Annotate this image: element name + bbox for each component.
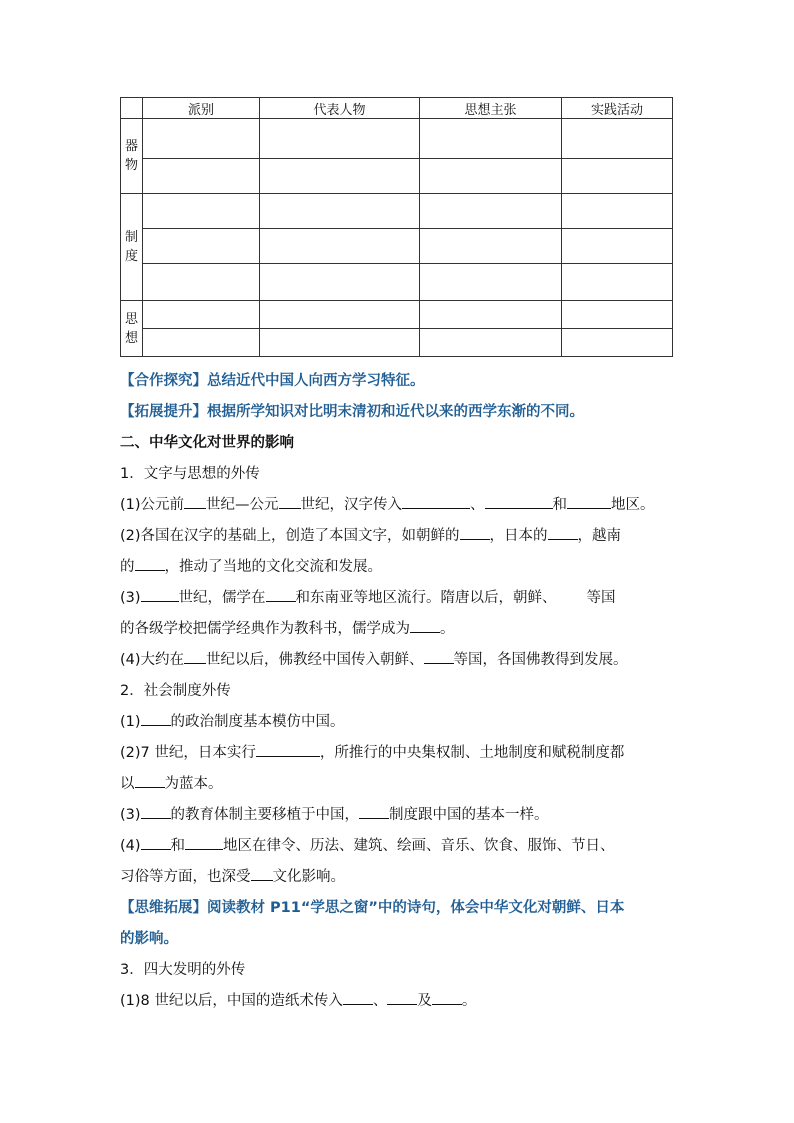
think-extension-line bbox=[120, 893, 680, 924]
group-label-zhidu bbox=[121, 194, 143, 301]
text-span: 地区。 bbox=[611, 497, 655, 513]
blank[interactable] bbox=[135, 773, 165, 788]
table-cell[interactable] bbox=[562, 264, 673, 301]
group-label-char: 想 bbox=[124, 330, 138, 346]
blank[interactable] bbox=[424, 649, 454, 664]
text-span: 和东南亚等地区流行。隋唐以后，朝鲜、 bbox=[295, 590, 557, 606]
text-span: (1)公元前 bbox=[120, 497, 185, 513]
text-span: 及 bbox=[417, 993, 432, 1009]
table-cell[interactable] bbox=[420, 119, 562, 159]
table-cell[interactable] bbox=[562, 159, 673, 194]
table-row bbox=[121, 301, 673, 329]
text-span: 以 bbox=[120, 776, 135, 792]
group-label-qiwu bbox=[121, 119, 143, 194]
blank[interactable] bbox=[387, 990, 417, 1005]
table-cell[interactable] bbox=[260, 264, 420, 301]
question-line bbox=[120, 521, 680, 552]
reform-table bbox=[120, 97, 673, 357]
table-cell[interactable] bbox=[562, 194, 673, 229]
blank[interactable] bbox=[432, 990, 462, 1005]
group-label-char: 制 bbox=[124, 230, 138, 245]
table-header-row bbox=[121, 98, 673, 119]
table-row bbox=[121, 229, 673, 264]
worksheet-content bbox=[120, 366, 680, 1017]
table-cell[interactable] bbox=[420, 159, 562, 194]
table-cell[interactable] bbox=[562, 229, 673, 264]
table-cell[interactable] bbox=[420, 329, 562, 357]
table-cell[interactable] bbox=[420, 229, 562, 264]
table-cell[interactable] bbox=[420, 194, 562, 229]
table-header-cell: 思想主张 bbox=[420, 98, 562, 119]
question-line bbox=[120, 552, 680, 583]
table-header-cell bbox=[121, 98, 143, 119]
table-row bbox=[121, 119, 673, 159]
blank[interactable] bbox=[184, 494, 206, 509]
text-span: 制度跟中国的基本一样。 bbox=[389, 807, 549, 823]
subsection-heading: 1．文字与思想的外传 bbox=[120, 466, 260, 482]
group-label-char: 器 bbox=[124, 139, 138, 154]
table-cell[interactable] bbox=[143, 229, 260, 264]
table-cell[interactable] bbox=[143, 301, 260, 329]
think-text: 阅读教材 P11“学思之窗”中的诗句，体会中华文化对朝鲜、日本 bbox=[207, 900, 625, 916]
blank[interactable] bbox=[141, 804, 171, 819]
table-row bbox=[121, 264, 673, 301]
text-span: 和 bbox=[552, 497, 568, 513]
question-line bbox=[120, 707, 680, 738]
text-span: (1)8 世纪以后，中国的造纸术传入 bbox=[120, 993, 343, 1009]
blank[interactable] bbox=[460, 525, 490, 540]
blank[interactable] bbox=[410, 618, 440, 633]
text-span: 等国 bbox=[586, 590, 616, 606]
think-text-cont: 的影响。 bbox=[120, 931, 178, 947]
table-cell[interactable] bbox=[143, 119, 260, 159]
table-row bbox=[121, 194, 673, 229]
text-span: (2)各国在汉字的基础上，创造了本国文字，如朝鲜的 bbox=[120, 528, 460, 544]
question-line bbox=[120, 614, 680, 645]
think-tag: 【思维拓展】 bbox=[120, 900, 207, 916]
question-line bbox=[120, 831, 680, 862]
question-line bbox=[120, 986, 680, 1017]
ext-tag: 【拓展提升】 bbox=[120, 404, 207, 420]
text-span: 等国，各国佛教得到发展。 bbox=[453, 652, 628, 668]
blank[interactable] bbox=[256, 742, 320, 757]
text-span: ，推动了当地的文化交流和发展。 bbox=[164, 559, 382, 575]
blank[interactable] bbox=[485, 494, 553, 509]
blank[interactable] bbox=[184, 649, 206, 664]
section-heading: 二、中华文化对世界的影响 bbox=[120, 435, 294, 451]
coop-explore-line bbox=[120, 366, 680, 397]
text-span: ，所推行的中央集权制、土地制度和赋税制度都 bbox=[319, 745, 625, 761]
table-cell[interactable] bbox=[260, 329, 420, 357]
question-line bbox=[120, 862, 680, 893]
question-line bbox=[120, 490, 680, 521]
group-label-char: 思 bbox=[124, 311, 138, 327]
question-line bbox=[120, 583, 680, 614]
text-span: ，越南 bbox=[577, 528, 622, 544]
table-cell[interactable] bbox=[260, 119, 420, 159]
table-cell[interactable] bbox=[562, 329, 673, 357]
coop-text: 总结近代中国人向西方学习特征。 bbox=[207, 373, 425, 389]
text-span: 的教育体制主要移植于中国， bbox=[170, 807, 360, 823]
table-cell[interactable] bbox=[143, 264, 260, 301]
text-span: 。 bbox=[461, 993, 477, 1009]
group-label-sixiang bbox=[121, 301, 143, 357]
question-line bbox=[120, 769, 680, 800]
blank[interactable] bbox=[141, 587, 179, 602]
question-line bbox=[120, 645, 680, 676]
text-span: 世纪—公元 bbox=[206, 497, 279, 513]
blank[interactable] bbox=[251, 866, 273, 881]
blank[interactable] bbox=[279, 494, 301, 509]
text-span: 、 bbox=[372, 993, 388, 1009]
text-span: 地区在律令、历法、建筑、绘画、音乐、饮食、服饰、节日、 bbox=[223, 838, 615, 854]
text-span: (2)7 世纪，日本实行 bbox=[120, 745, 256, 761]
group-label-char: 度 bbox=[124, 249, 138, 264]
text-span: 。 bbox=[440, 621, 455, 637]
ext-text: 根据所学知识对比明末清初和近代以来的西学东渐的不同。 bbox=[207, 404, 584, 420]
subsection-heading: 3．四大发明的外传 bbox=[120, 962, 246, 978]
table-cell[interactable] bbox=[260, 229, 420, 264]
table-cell[interactable] bbox=[260, 194, 420, 229]
blank[interactable] bbox=[185, 835, 223, 850]
text-span: 的各级学校把儒学经典作为教科书，儒学成为 bbox=[120, 621, 410, 637]
table-cell[interactable] bbox=[420, 264, 562, 301]
text-span: 习俗等方面，也深受 bbox=[120, 869, 251, 885]
blank[interactable] bbox=[135, 556, 165, 571]
table-header-cell: 实践活动 bbox=[562, 98, 673, 119]
question-line bbox=[120, 800, 680, 831]
subsection-heading: 2．社会制度外传 bbox=[120, 683, 231, 699]
blank[interactable] bbox=[402, 494, 470, 509]
text-span: 世纪以后，佛教经中国传入朝鲜、 bbox=[206, 652, 424, 668]
table-cell[interactable] bbox=[260, 301, 420, 329]
group-label-char: 物 bbox=[124, 158, 138, 173]
table-row bbox=[121, 329, 673, 357]
blank[interactable] bbox=[548, 525, 578, 540]
text-span: (3) bbox=[120, 590, 141, 606]
table-row bbox=[121, 159, 673, 194]
table-cell[interactable] bbox=[420, 301, 562, 329]
text-span: (1) bbox=[120, 714, 141, 730]
text-span: ，日本的 bbox=[489, 528, 548, 544]
text-span: 的政治制度基本模仿中国。 bbox=[170, 714, 345, 730]
table-cell[interactable] bbox=[562, 301, 673, 329]
table-cell[interactable] bbox=[143, 159, 260, 194]
table-header-cell: 派别 bbox=[143, 98, 260, 119]
text-span: 和 bbox=[170, 838, 186, 854]
table-cell[interactable] bbox=[562, 119, 673, 159]
question-line bbox=[120, 738, 680, 769]
text-span: 世纪，汉字传入 bbox=[300, 497, 403, 513]
blank[interactable] bbox=[266, 587, 296, 602]
text-span: 、 bbox=[470, 497, 485, 513]
extension-line bbox=[120, 397, 680, 428]
text-span: 世纪，儒学在 bbox=[178, 590, 266, 606]
blank[interactable] bbox=[343, 990, 373, 1005]
text-span: (3) bbox=[120, 807, 141, 823]
blank[interactable] bbox=[141, 835, 171, 850]
text-span: (4) bbox=[120, 838, 141, 854]
think-extension-line bbox=[120, 924, 680, 955]
table-header-cell: 代表人物 bbox=[260, 98, 420, 119]
blank[interactable] bbox=[359, 804, 389, 819]
coop-tag: 【合作探究】 bbox=[120, 373, 207, 389]
blank[interactable] bbox=[141, 711, 171, 726]
table-cell[interactable] bbox=[143, 194, 260, 229]
text-span: 文化影响。 bbox=[272, 869, 345, 885]
text-span: 为蓝本。 bbox=[164, 776, 223, 792]
table-cell[interactable] bbox=[260, 159, 420, 194]
blank[interactable] bbox=[567, 494, 611, 509]
table-cell[interactable] bbox=[143, 329, 260, 357]
text-span: 的 bbox=[120, 559, 135, 575]
text-span: (4)大约在 bbox=[120, 652, 185, 668]
